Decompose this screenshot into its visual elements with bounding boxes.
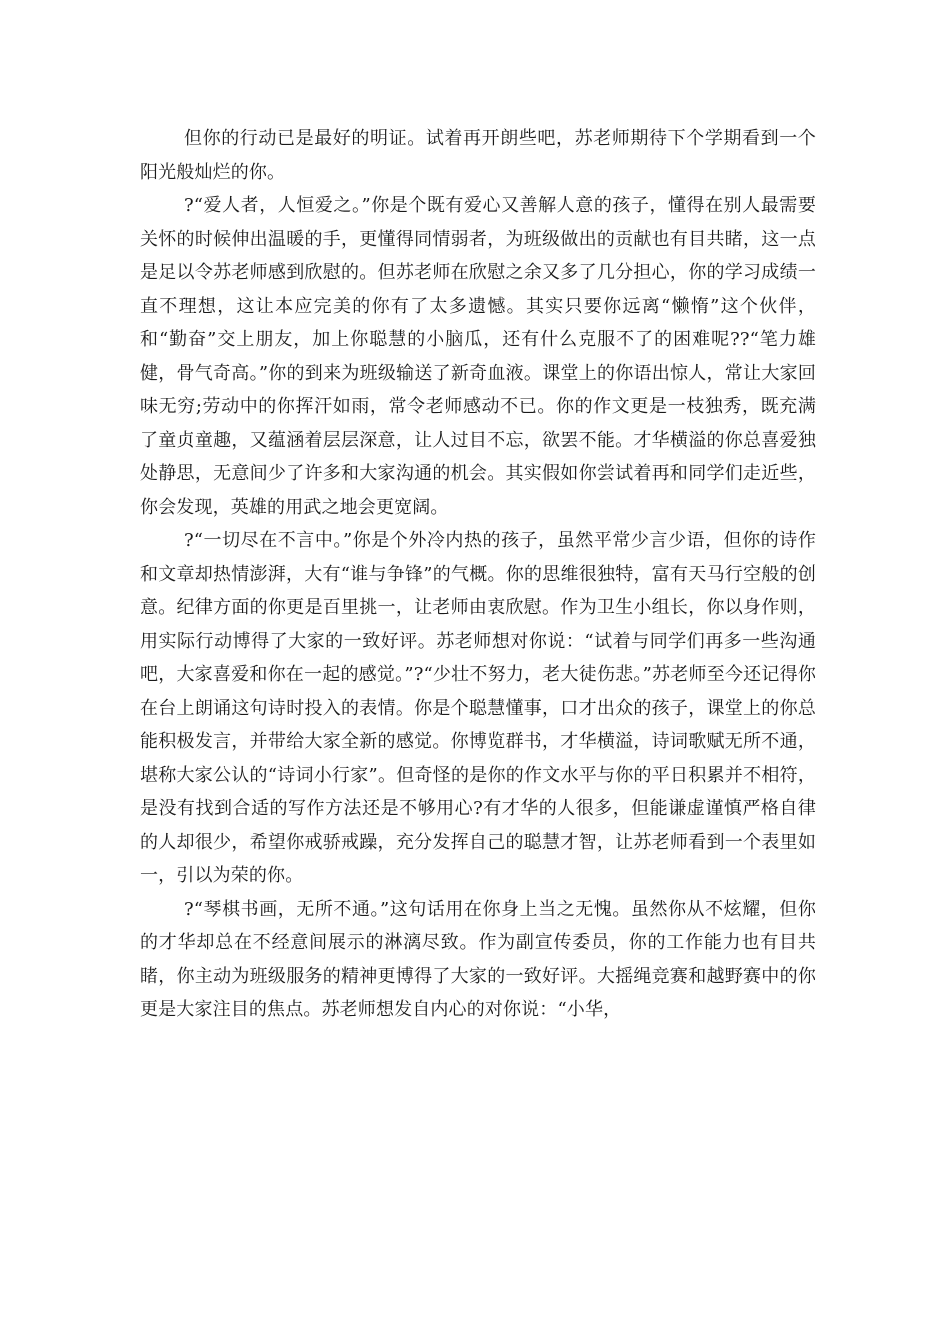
paragraph-4: ?“琴棋书画，无所不通。”这句话用在你身上当之无愧。虽然你从不炫耀，但你的才华却总在不经意间展示的淋漓尽致。作为副宣传委员，你的工作能力也有目共睹，你主动为班级服务的精神更博得了大家的一致好评。大摇绳竞赛和越野赛中的你更是大家注目的焦点。苏老师想发自内心的对你说：“小华， <box>140 898 816 1020</box>
paragraph-1: 但你的行动已是最好的明证。试着再开朗些吧，苏老师期待下个学期看到一个阳光般灿烂的你。 <box>140 128 816 183</box>
paragraph-2: ?“爱人者，人恒爱之。”你是个既有爱心又善解人意的孩子，懂得在别人最需要关怀的时候伸出温暖的手，更懂得同情弱者，为班级做出的贡献也有目共睹，这一点是足以令苏老师感到欣慰的。但苏老师在欣慰之余又多了几分担心，你的学习成绩一直不理想，这让本应完美的你有了太多遗憾。其实只要你远离“懒惰”这个伙伴，和“勤奋”交上朋友，加上你聪慧的小脑瓜，还有什么克服不了的困难呢??“笔力雄健，骨气奇高。”你的到来为班级输送了新奇血液。课堂上的你语出惊人，常让大家回味无穷;劳动中的你挥汗如雨，常令老师感动不已。你的作文更是一枝独秀，既充满了童贞童趣，又蕴涵着层层深意，让人过目不忘，欲罢不能。才华横溢的你总喜爱独处静思，无意间少了许多和大家沟通的机会。其实假如你尝试着再和同学们走近些，你会发现，英雄的用武之地会更宽阔。 <box>140 195 816 518</box>
document-body <box>140 122 816 1027</box>
paragraph-3: ?“一切尽在不言中。”你是个外冷内热的孩子，虽然平常少言少语，但你的诗作和文章却热情澎湃，大有“谁与争锋”的气概。你的思维很独特，富有天马行空般的创意。纪律方面的你更是百里挑一，让老师由衷欣慰。作为卫生小组长，你以身作则，用实际行动博得了大家的一致好评。苏老师想对你说：“试着与同学们再多一些沟通吧，大家喜爱和你在一起的感觉。”?“少壮不努力，老大徒伤悲。”苏老师至今还记得你在台上朗诵这句诗时投入的表情。你是个聪慧懂事，口才出众的孩子，课堂上的你总能积极发言，并带给大家全新的感觉。你博览群书，才华横溢，诗词歌赋无所不通，堪称大家公认的“诗词小行家”。但奇怪的是你的作文水平与你的平日积累并不相符，是没有找到合适的写作方法还是不够用心?有才华的人很多，但能谦虚谨慎严格自律的人却很少，希望你戒骄戒躁，充分发挥自己的聪慧才智，让苏老师看到一个表里如一，引以为荣的你。 <box>140 530 816 886</box>
